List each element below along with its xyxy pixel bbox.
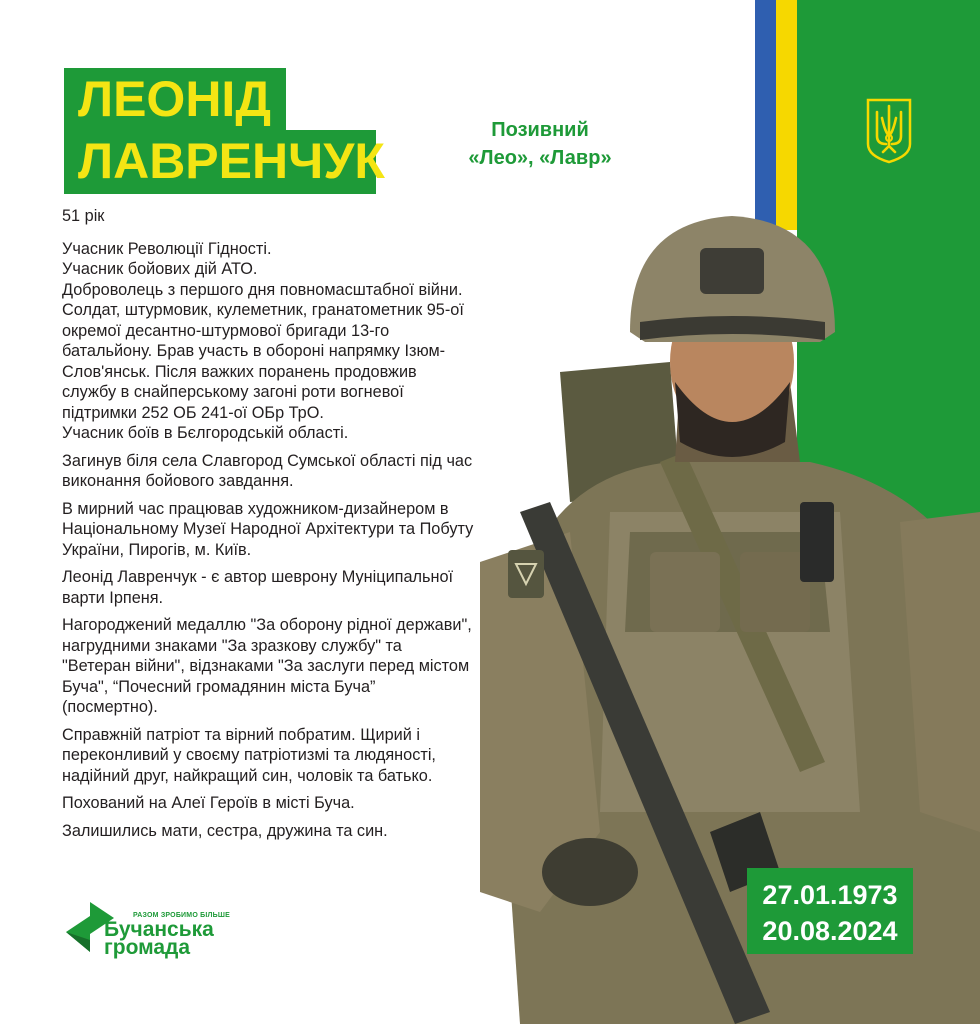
logo-slogan: РАЗОМ ЗРОБИМО БІЛЬШЕ: [133, 912, 230, 919]
bio-paragraph: Похований на Алеї Героїв в місті Буча.: [62, 794, 355, 812]
age-text: 51 рік: [62, 207, 105, 225]
birth-date: 27.01.1973: [762, 880, 898, 910]
bio-paragraph: Нагороджений медаллю "За оборону рідної держави", нагрудними знаками "За зразкову службу" та "Ветеран війни", відзнаками "За заслуги перед містом Буча", “Почесний громадянин міста Буча” (посмертно).: [62, 616, 472, 716]
bio-paragraph: Леонід Лавренчук - є автор шеврону Муніципальної варти Ірпеня.: [62, 568, 454, 607]
death-date: 20.08.2024: [762, 916, 898, 946]
logo-text-line1: Бучанська: [104, 918, 214, 941]
logo-text-line2: громада: [104, 936, 191, 959]
biography: [62, 206, 474, 848]
callsign-block: [450, 116, 630, 172]
bio-paragraph: Залишились мати, сестра, дружина та син.: [62, 821, 388, 840]
flag-stripe-yellow: [776, 0, 797, 230]
flag-stripe-blue: [755, 0, 776, 230]
callsign-value: «Лео», «Лавр»: [468, 147, 612, 169]
first-name: ЛЕОНІД: [78, 71, 271, 127]
bio-paragraph: В мирний час працював художником-дизайнером в Національному Музеї Народної Архітектури та Побуту України, Пирогів, м. Київ.: [62, 499, 474, 559]
bio-paragraph: Загинув біля села Славгород Сумської області під час виконання бойового завдання.: [62, 451, 473, 490]
bio-paragraph: Учасник Революції Гідності. Учасник бойових дій АТО. Доброволець з першого дня повномасштабної війни. Солдат, штурмовик, кулеметник, гранатометник 95-ої окремої десантно-штурмової бригади 13-го батальйону. Брав участь в обороні напрямку Ізюм-Слов'янськ. Після важких поранень продовжив службу в снайперському загоні роти вогневої підтримки 252 ОБ 241-ої ОБр ТрО. Учасник боїв в Бєлгородській області.: [62, 239, 464, 442]
trident-icon: [864, 96, 914, 164]
last-name: ЛАВРЕНЧУК: [78, 133, 385, 189]
bio-paragraph: Справжній патріот та вірний побратим. Щирий і переконливий у своєму патріотизмі та людяності, надійний друг, найкращий син, чоловік та батько.: [62, 725, 436, 785]
callsign-label: Позивний: [491, 119, 589, 141]
